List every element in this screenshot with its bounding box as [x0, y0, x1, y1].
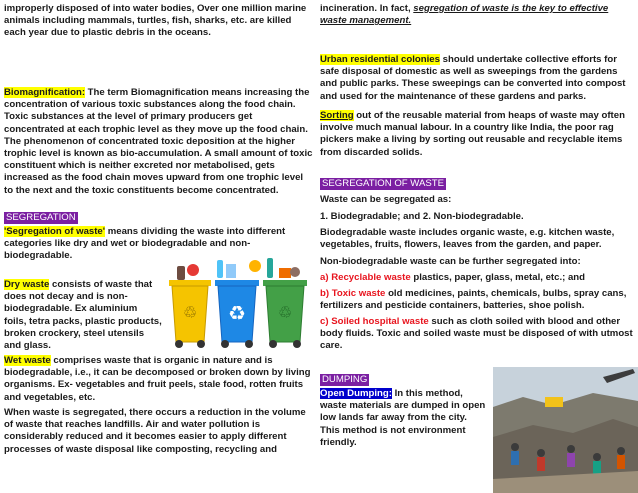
segregation-list: 1. Biodegradable; and 2. Non-biodegradable.	[320, 211, 524, 222]
svg-text:♲: ♲	[182, 303, 198, 322]
wet-waste-text: comprises waste that is organic in nature and is biodegradable, i.e., it can be decomposed or broken down by living organisms. Ex- vegetables and fruit peels, stale food, rotten fruits and vegetables, etc.	[4, 355, 311, 403]
svg-text:♲: ♲	[277, 303, 293, 322]
urban-colonies-term: Urban residential colonies	[320, 54, 440, 65]
hospital-waste-term: c) Soiled hospital waste	[320, 316, 429, 327]
waste-items-icon	[177, 258, 300, 280]
dry-waste-paragraph	[4, 279, 162, 352]
wet-waste-paragraph	[4, 355, 314, 404]
green-bin-icon	[263, 280, 307, 348]
open-dumping-text: In this method, waste materials are dumped in open low lands far away from the city. This method is not environment friendly.	[320, 388, 486, 448]
incineration-text: incineration. In fact,	[320, 3, 414, 14]
recyclable-waste-text: plastics, paper, glass, metal, etc.; and	[410, 272, 586, 283]
segregated-benefits-paragraph: When waste is segregated, there occurs a reduction in the volume of waste that reaches landfills. Air and water pollution is considerably reduced and it becomes easier to apply different processes of waste disposal like composting, recycling and	[4, 407, 306, 455]
dry-waste-term: Dry waste	[4, 279, 50, 290]
segregation-of-waste-heading: SEGREGATION OF WASTE	[322, 178, 445, 189]
segregation-definition-text: means dividing the waste into different categories like dry and wet or biodegradable and non-biodegradable.	[4, 226, 286, 262]
urban-colonies-paragraph	[320, 54, 633, 103]
segregation-term: 'Segregation of waste'	[4, 226, 106, 237]
sorting-term: Sorting	[320, 110, 354, 121]
non-biodegradable-paragraph: Non-biodegradable waste can be further segregated into:	[320, 256, 581, 267]
toxic-waste-term: b) Toxic waste	[320, 288, 386, 299]
dry-waste-text: consists of waste that does not decay and is non-biodegradable. Ex aluminium foils, tetra packs, plastic products, broken crockery, steel utensils and glass.	[4, 279, 162, 352]
biomagnification-term: Biomagnification:	[4, 87, 86, 98]
svg-text:♻: ♻	[228, 301, 246, 325]
dumping-heading: DUMPING	[322, 374, 368, 385]
toxic-waste-text: old medicines, paints, chemicals, bulbs, spray cans, fertilizers and pesticide containers, batteries, shoe polish.	[320, 288, 627, 312]
intro-paragraph: improperly disposed of into water bodies, Over one million marine animals including mammals, turtles, fish, sharks, etc. are killed each year due to plastic debris in the oceans.	[4, 3, 307, 39]
segregation-intro: Waste can be segregated as:	[320, 194, 452, 205]
sorting-paragraph	[320, 110, 633, 159]
recycle-bins-illustration	[163, 254, 311, 350]
incineration-paragraph	[320, 3, 633, 27]
open-dumping-term: Open Dumping:	[320, 388, 392, 399]
segregation-of-waste-heading-block	[320, 178, 633, 190]
toxic-waste-item	[320, 288, 633, 312]
landfill-photo	[493, 367, 638, 493]
segregation-heading: SEGREGATION	[6, 212, 76, 223]
hospital-waste-item	[320, 316, 633, 353]
recyclable-waste-item	[320, 272, 633, 284]
key-statement: segregation of waste is the key to effective waste management.	[320, 3, 609, 27]
urban-colonies-text: should undertake collective efforts for safe disposal of domestic as well as sweepings from the gardens and public parks. These sweepings can be converted into compost and used for the maintenance of these gardens and parks.	[320, 54, 626, 102]
sorting-text: out of the reusable material from heaps of waste may often involve much manual labour. In a country like India, the poor rag pickers make a living by sorting out reusable and recyclable items from discarded solids.	[320, 110, 625, 158]
biomagnification-text: The term Biomagnification means increasing the concentration of various toxic substances along the food chain. Toxic substances at the level of primary producers get concentrated at each trophic level as they move up the food chain. The phenomenon of concentrated toxic deposition at the higher trophic level is known as bio-accumulation. A small amount of toxic constituent which is neither excreted nor metabolised, gets increased as the food chain moves upward from one trophic level to the next and the toxic constituents become concentrated.	[4, 87, 313, 196]
open-dumping-paragraph	[320, 388, 488, 449]
segregation-heading-block	[4, 212, 314, 224]
biodegradable-paragraph: Biodegradable waste includes organic waste, e.g. kitchen waste, vegetables, fruits, flowers, leaves from the garden, and paper.	[320, 227, 615, 251]
yellow-bin-icon	[169, 280, 211, 348]
blue-bin-icon	[215, 280, 259, 348]
biomagnification-paragraph	[4, 87, 314, 197]
recyclable-waste-term: a) Recyclable waste	[320, 272, 411, 283]
wet-waste-term: Wet waste	[4, 355, 51, 366]
bulldozer-icon	[545, 397, 563, 407]
hospital-waste-text: such as cloth soiled with blood and other body fluids. Toxic and soiled waste must be disposed of with utmost care.	[320, 316, 633, 352]
